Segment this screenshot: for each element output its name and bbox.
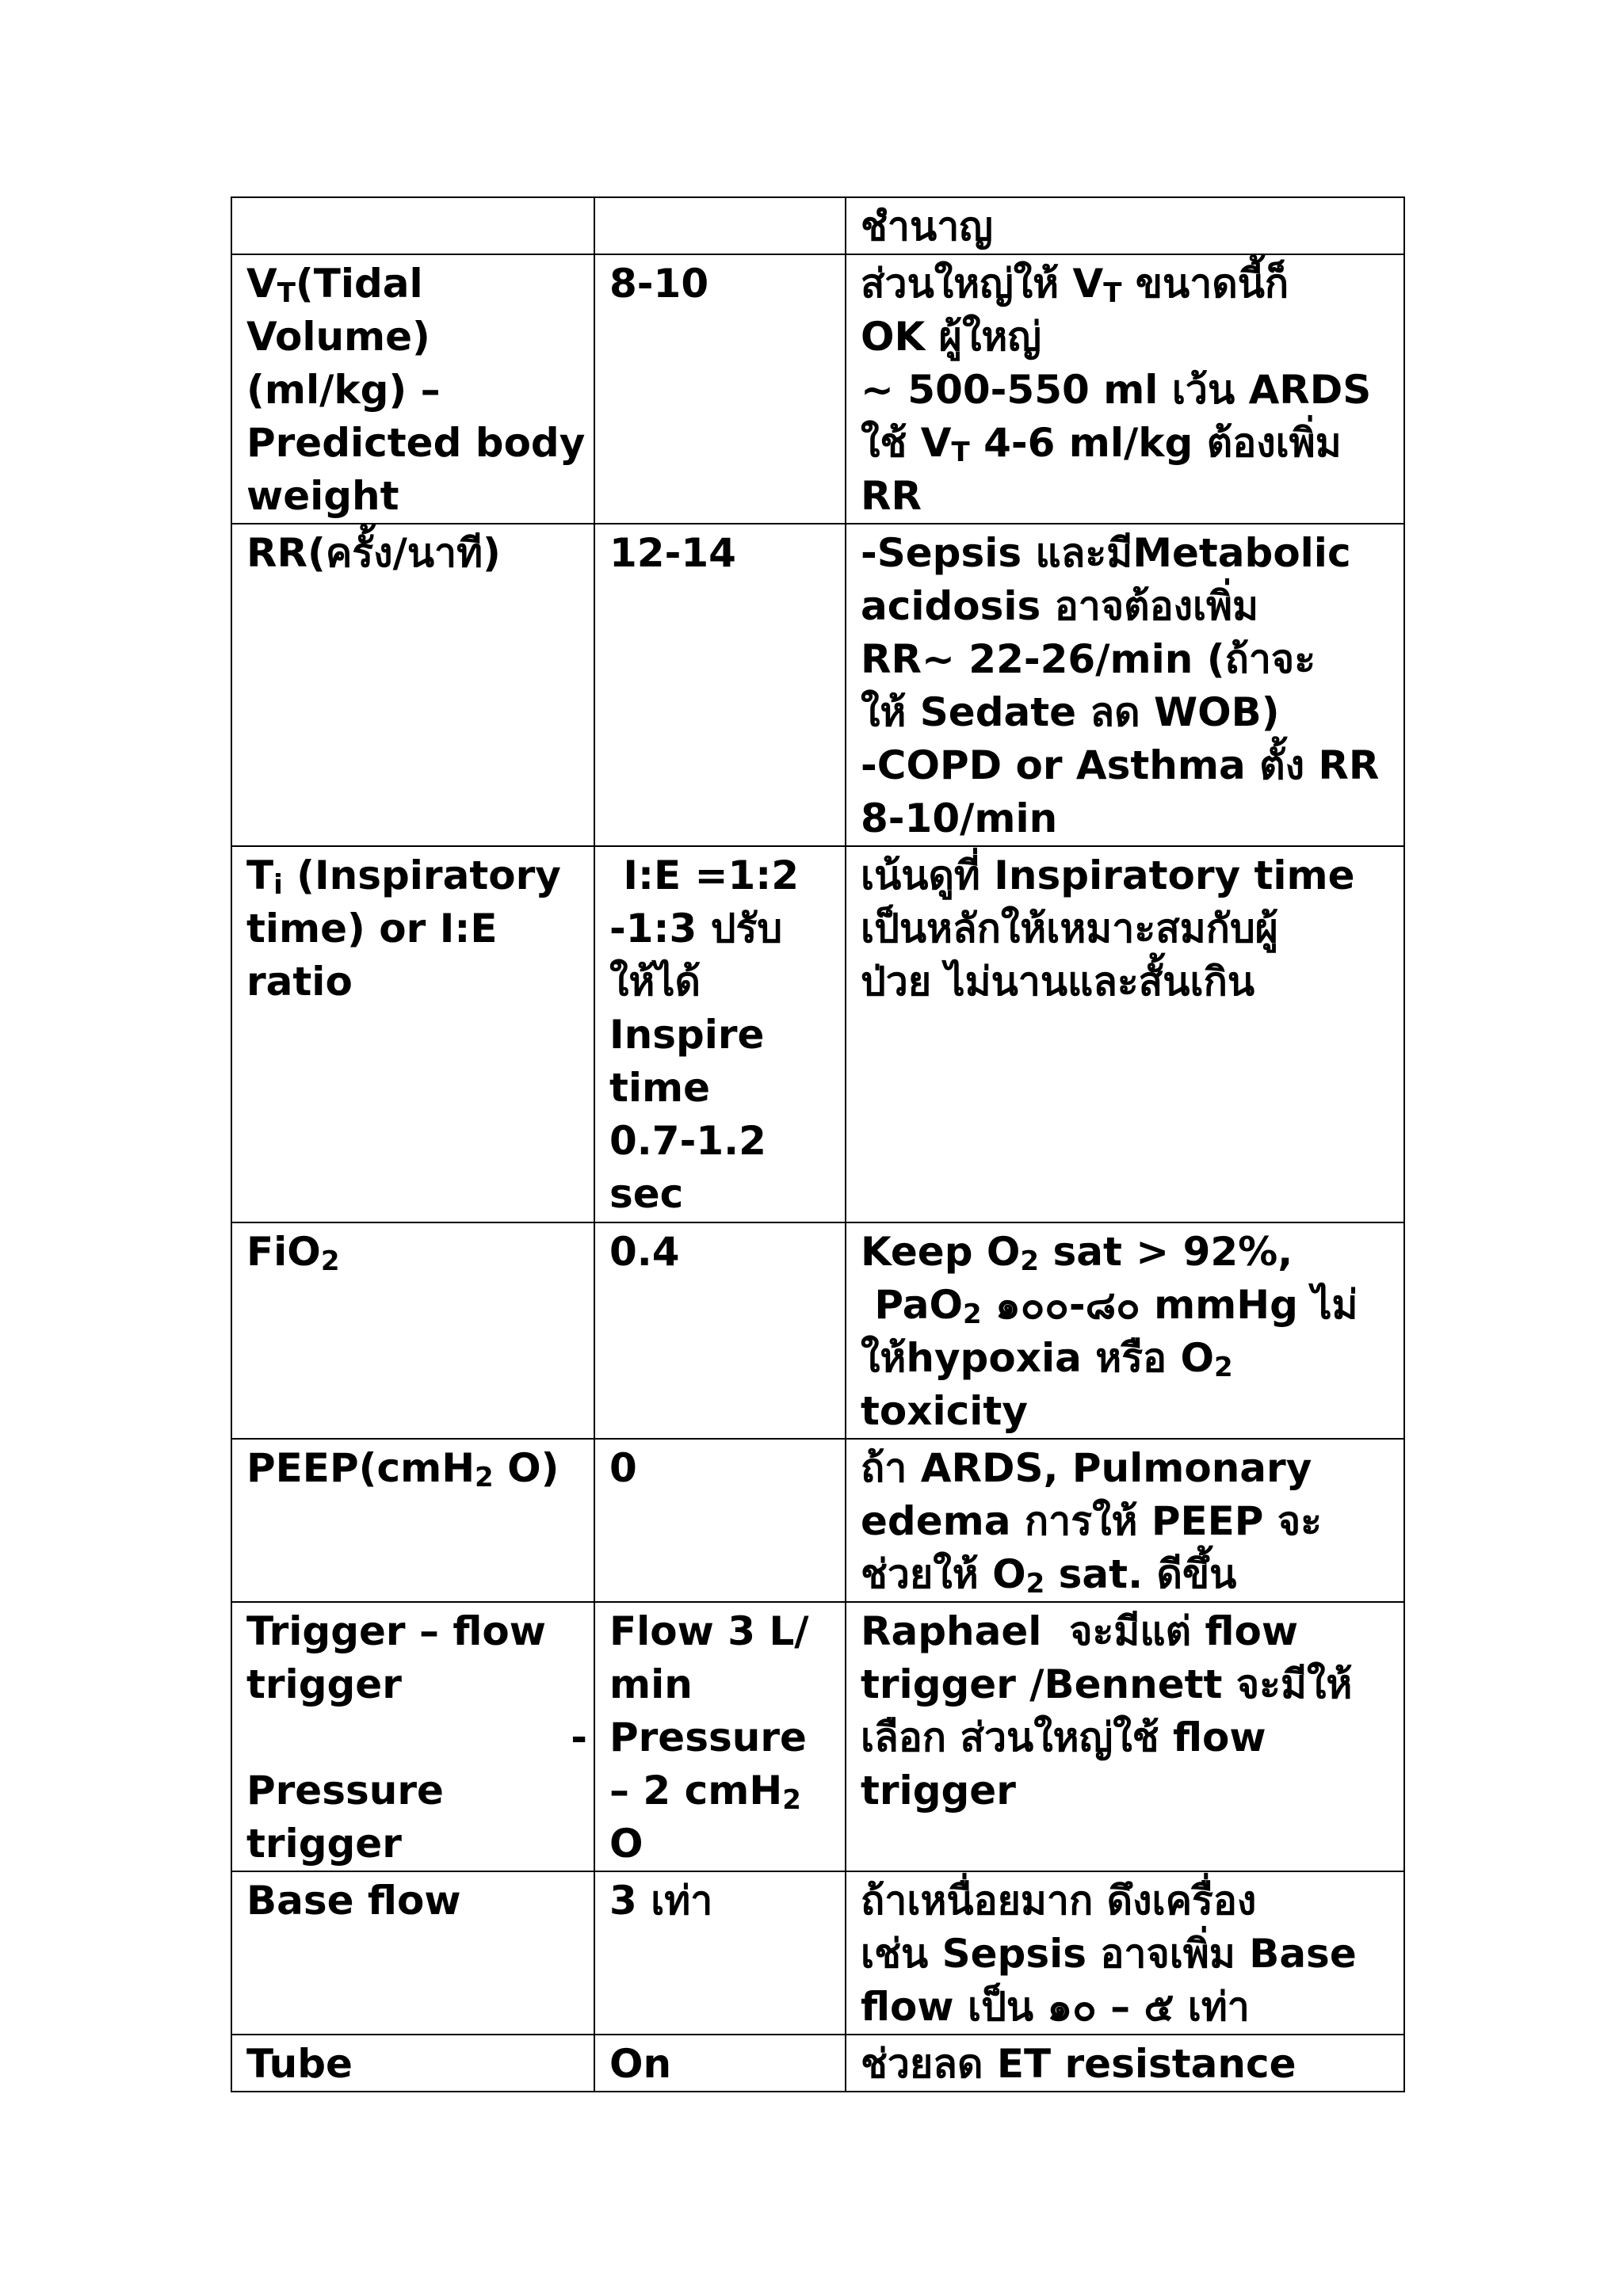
note-line: ใช้ $V_T$ 4-6 ml/kg ต้องเพิ่ม [861,420,1342,468]
value-line: min [609,1661,693,1707]
note-line: ชำนาญ [861,204,993,250]
note-line: ให้ Sedate ลด WOB) [861,689,1280,735]
value-cell [594,1439,846,1602]
setting-line: Base flow [246,1878,461,1924]
value-line: time [609,1065,711,1111]
setting-line: $T_i$ (Inspiratory [246,852,561,901]
note-cell [846,846,1404,1222]
value-line: O [609,1821,643,1867]
setting-cell [231,1602,594,1871]
table-row [231,254,1404,524]
value-cell [594,2035,846,2092]
value-cell [594,1222,846,1439]
setting-line: RR(ครั้ง/นาที) [246,530,501,576]
note-cell [846,1602,1404,1871]
value-cell [594,846,846,1222]
value-line: I:E =1:2 [609,852,800,898]
note-cell [846,254,1404,524]
setting-line: PEEP(cmH$_2$ O) [246,1445,559,1493]
note-line: trigger /Bennett จะมีให้ [861,1661,1353,1707]
note-line: Keep $O_2$ sat > 92%, [861,1229,1293,1277]
note-line: acidosis อาจต้องเพิ่ม [861,583,1259,629]
setting-cell [231,1871,594,2035]
note-cell [846,524,1404,846]
value-line: Inspire [609,1012,765,1058]
note-cell [846,197,1404,254]
note-cell [846,1871,1404,2035]
table-row [231,846,1404,1222]
setting-cell [231,197,594,254]
table-row [231,524,1404,846]
note-cell [846,1439,1404,1602]
value-cell [594,1871,846,2035]
table-row [231,1222,1404,1439]
setting-cell [231,1222,594,1439]
value-line: sec [609,1171,684,1217]
note-line: RR~ 22-26/min (ถ้าจะ [861,636,1316,682]
setting-line: trigger [246,1821,402,1867]
note-line: ให้hypoxia หรือ $O_2$ [861,1335,1233,1383]
setting-line: ratio [246,959,353,1005]
note-line: toxicity [861,1388,1028,1434]
note-line: เป็นหลักให้เหมาะสมกับผู้ [861,906,1278,952]
note-line: ส่วนใหญ่ให้ $V_T$ ขนาดนี้ก็ [861,261,1289,309]
table-row [231,197,1404,254]
setting-line: $V_T(Tidal$ [246,261,423,309]
note-line: ถ้า ARDS, Pulmonary [861,1445,1312,1491]
value-line: On [609,2041,672,2087]
setting-line: weight [246,473,399,519]
note-line: ~ 500-550 ml เว้น ARDS [861,367,1372,413]
note-line: เน้นดูที่ Inspiratory time [861,852,1355,898]
setting-line: (ml/kg) – [246,367,441,413]
note-line: เช่น Sepsis อาจเพิ่ม Base [861,1931,1357,1977]
setting-line: Predicted body [246,420,586,466]
value-line: Flow 3 L/ [609,1608,809,1654]
setting-line: Volume) [246,314,430,360]
note-line: PaO$_2$ ๑๐๐-๘๐ mmHg ไม่ [861,1282,1358,1330]
note-line: ช่วยลด ET resistance [861,2041,1296,2087]
setting-cell [231,846,594,1222]
note-line: flow เป็น ๑๐ – ๕ เท่า [861,1984,1250,2030]
note-line: Raphael จะมีแต่ flow [861,1608,1299,1654]
value-line: 0.7-1.2 [609,1118,766,1164]
setting-cell [231,2035,594,2092]
value-line: 0 [609,1445,637,1491]
value-line: -1:3 ปรับ [609,906,783,952]
note-line: edema การให้ PEEP จะ [861,1498,1323,1544]
value-line: – 2 cmH$_2$ [609,1768,801,1816]
setting-cell [231,1439,594,1602]
setting-cell [231,254,594,524]
value-cell [594,1602,846,1871]
note-line: trigger [861,1768,1016,1814]
value-line: 0.4 [609,1229,680,1275]
note-line: 8-10/min [861,795,1058,841]
ventilator-settings-table [231,196,1405,2092]
value-cell [594,197,846,254]
table-row [231,1602,1404,1871]
note-line: ถ้าเหนื่อยมาก ดึงเครื่อง [861,1878,1257,1924]
value-line: 3 เท่า [609,1878,713,1924]
note-line: -Sepsis และมีMetabolic [861,530,1351,576]
value-line: ให้ได้ [609,959,701,1005]
note-line: เลือก ส่วนใหญ่ใช้ flow [861,1714,1266,1760]
setting-line: FiO$_2$ [246,1229,340,1277]
value-cell [594,524,846,846]
note-cell [846,1222,1404,1439]
setting-line: Pressure [246,1768,444,1814]
table-row [231,1871,1404,2035]
note-line: OK ผู้ใหญ่ [861,314,1041,360]
value-line: Pressure [609,1714,807,1760]
table-row [231,2035,1404,2092]
value-cell [594,254,846,524]
setting-cell [231,524,594,846]
note-line: ป่วย ไม่นานและสั้นเกิน [861,959,1255,1005]
setting-line: time) or I:E [246,906,498,952]
note-cell [846,2035,1404,2092]
setting-line: - [571,1714,587,1760]
note-line: RR [861,473,922,519]
note-line: ช่วยให้ $O_2$ sat. ดีขึ้น [861,1551,1237,1600]
setting-line: trigger [246,1661,402,1707]
value-line: 12-14 [609,530,736,576]
setting-line: Tube [246,2041,353,2087]
setting-line: Trigger – flow [246,1608,546,1654]
value-line: 8-10 [609,261,709,307]
note-line: -COPD or Asthma ตั้ง RR [861,742,1380,788]
table-row [231,1439,1404,1602]
